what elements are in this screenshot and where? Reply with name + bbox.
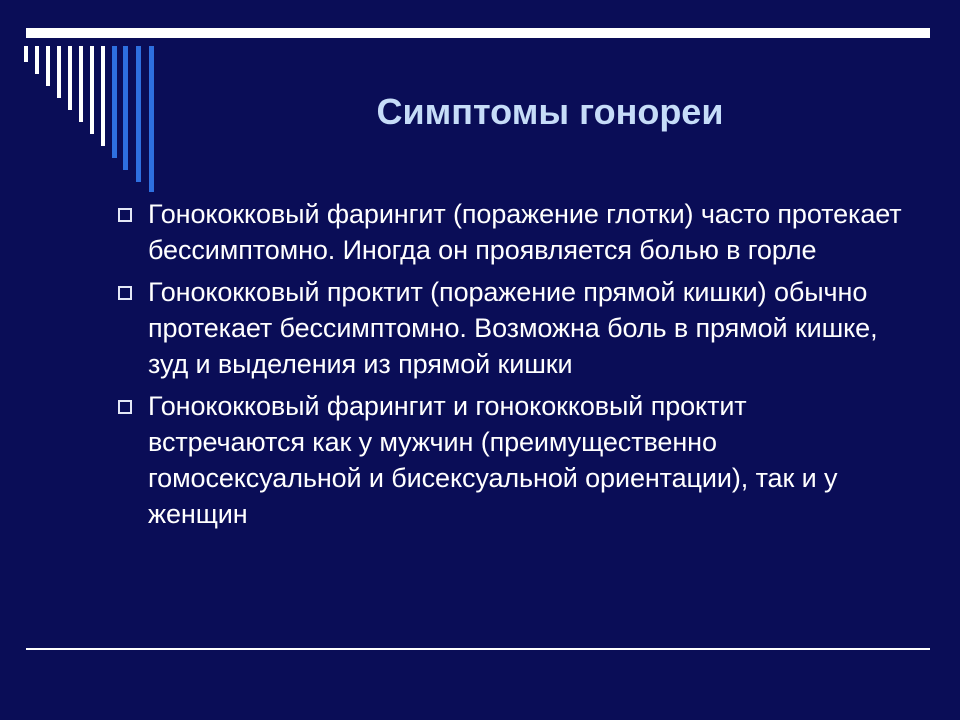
stripe-5 xyxy=(68,46,72,110)
bullet-item xyxy=(118,388,908,532)
stripe-2 xyxy=(35,46,39,74)
stripe-8 xyxy=(101,46,105,146)
corner-stripes-decoration xyxy=(0,0,170,200)
stripe-10 xyxy=(123,46,128,170)
stripe-6 xyxy=(79,46,83,122)
stripe-1 xyxy=(24,46,28,62)
bullet-text: Гонококковый фарингит (поражение глотки) часто протекает бессимптомно. Иногда он проявляется болью в горле xyxy=(148,199,902,265)
stripe-7 xyxy=(90,46,94,134)
bullet-list xyxy=(118,196,908,538)
stripe-9 xyxy=(112,46,117,158)
bullet-text: Гонококковый проктит (поражение прямой кишки) обычно протекает бессимптомно. Возможна боль в прямой кишке, зуд и выделения из прямой кишки xyxy=(148,277,878,379)
stripe-3 xyxy=(46,46,50,86)
bottom-decorative-rule xyxy=(26,648,930,650)
square-bullet-icon xyxy=(118,286,132,300)
stripe-12 xyxy=(149,46,154,192)
bullet-item xyxy=(118,196,908,268)
square-bullet-icon xyxy=(118,208,132,222)
bullet-item xyxy=(118,274,908,382)
square-bullet-icon xyxy=(118,400,132,414)
stripe-11 xyxy=(136,46,141,182)
stripe-4 xyxy=(57,46,61,98)
bullet-text: Гонококковый фарингит и гонококковый проктит встречаются как у мужчин (преимущественно гомосексуальной и бисексуальной ориентации), так и у женщин xyxy=(148,391,838,529)
slide-title: Симптомы гонореи xyxy=(376,91,724,132)
